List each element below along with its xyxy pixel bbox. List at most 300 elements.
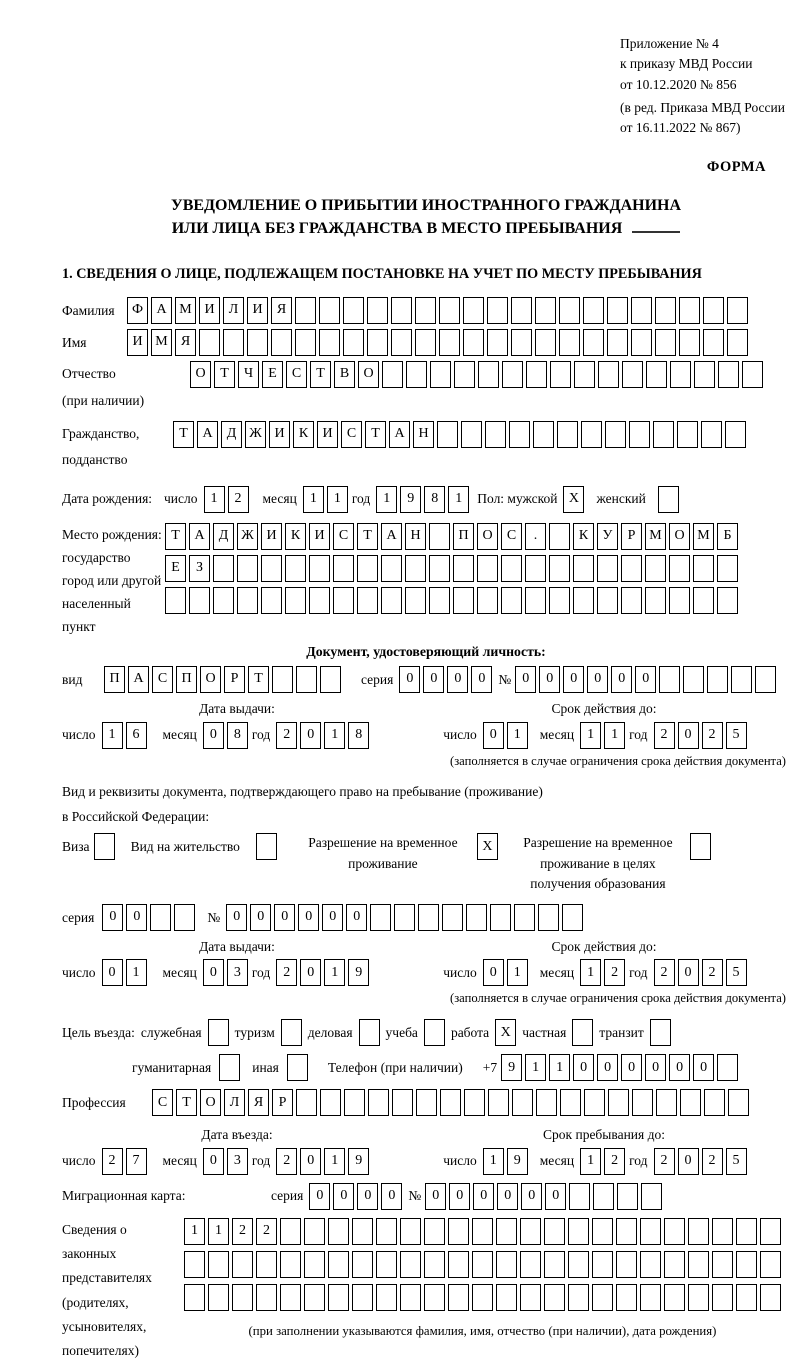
char-box[interactable]: 1 — [324, 959, 345, 986]
char-box[interactable] — [640, 1284, 661, 1311]
char-box[interactable]: 2 — [102, 1148, 123, 1175]
char-box[interactable] — [184, 1251, 205, 1278]
char-box[interactable] — [208, 1284, 229, 1311]
char-box[interactable] — [712, 1284, 733, 1311]
char-box[interactable] — [755, 666, 776, 693]
char-box[interactable] — [454, 361, 475, 388]
char-box[interactable]: 2 — [276, 959, 297, 986]
char-box[interactable]: Ж — [245, 421, 266, 448]
purpose-tourism-checkbox[interactable] — [281, 1019, 302, 1046]
char-box[interactable] — [472, 1284, 493, 1311]
char-box[interactable] — [304, 1284, 325, 1311]
char-box[interactable] — [415, 329, 436, 356]
char-box[interactable] — [439, 329, 460, 356]
char-box[interactable] — [616, 1284, 637, 1311]
char-box[interactable]: 0 — [102, 959, 123, 986]
char-box[interactable] — [608, 1089, 629, 1116]
char-box[interactable]: К — [293, 421, 314, 448]
char-box[interactable]: 0 — [539, 666, 560, 693]
char-box[interactable]: 0 — [635, 666, 656, 693]
char-box[interactable]: М — [645, 523, 666, 550]
char-box[interactable]: 0 — [573, 1054, 594, 1081]
char-box[interactable]: 0 — [346, 904, 367, 931]
char-box[interactable] — [189, 587, 210, 614]
char-box[interactable]: 0 — [300, 959, 321, 986]
char-box[interactable]: 1 — [327, 486, 348, 513]
char-box[interactable] — [605, 421, 626, 448]
char-box[interactable]: С — [501, 523, 522, 550]
char-box[interactable]: П — [104, 666, 125, 693]
char-box[interactable] — [405, 587, 426, 614]
char-box[interactable]: 0 — [515, 666, 536, 693]
char-box[interactable] — [511, 297, 532, 324]
char-box[interactable]: 2 — [276, 722, 297, 749]
char-box[interactable]: Т — [173, 421, 194, 448]
char-box[interactable]: И — [269, 421, 290, 448]
char-box[interactable]: 1 — [483, 1148, 504, 1175]
char-box[interactable] — [679, 297, 700, 324]
char-box[interactable] — [453, 587, 474, 614]
char-box[interactable] — [376, 1284, 397, 1311]
char-box[interactable]: 9 — [400, 486, 421, 513]
char-box[interactable] — [280, 1284, 301, 1311]
char-box[interactable] — [593, 1183, 614, 1210]
char-box[interactable] — [622, 361, 643, 388]
char-box[interactable] — [621, 555, 642, 582]
char-box[interactable]: 0 — [102, 904, 123, 931]
char-box[interactable] — [295, 297, 316, 324]
char-box[interactable] — [391, 297, 412, 324]
char-box[interactable] — [640, 1218, 661, 1245]
char-box[interactable]: 0 — [333, 1183, 354, 1210]
char-box[interactable]: А — [128, 666, 149, 693]
char-box[interactable]: 2 — [276, 1148, 297, 1175]
char-box[interactable] — [511, 329, 532, 356]
char-box[interactable]: 5 — [726, 722, 747, 749]
char-box[interactable]: 1 — [303, 486, 324, 513]
char-box[interactable] — [448, 1251, 469, 1278]
char-box[interactable] — [448, 1284, 469, 1311]
char-box[interactable] — [381, 587, 402, 614]
char-box[interactable]: 9 — [501, 1054, 522, 1081]
char-box[interactable]: М — [175, 297, 196, 324]
char-box[interactable] — [703, 297, 724, 324]
char-box[interactable] — [487, 329, 508, 356]
char-box[interactable] — [742, 361, 763, 388]
char-box[interactable] — [501, 587, 522, 614]
char-box[interactable]: 0 — [678, 959, 699, 986]
char-box[interactable]: А — [381, 523, 402, 550]
char-box[interactable] — [424, 1218, 445, 1245]
char-box[interactable] — [429, 523, 450, 550]
char-box[interactable]: И — [127, 329, 148, 356]
char-box[interactable]: Т — [357, 523, 378, 550]
char-box[interactable] — [550, 361, 571, 388]
char-box[interactable] — [632, 1089, 653, 1116]
char-box[interactable] — [309, 555, 330, 582]
char-box[interactable]: И — [261, 523, 282, 550]
char-box[interactable] — [568, 1218, 589, 1245]
char-box[interactable]: А — [389, 421, 410, 448]
char-box[interactable]: 0 — [645, 1054, 666, 1081]
char-box[interactable] — [232, 1284, 253, 1311]
purpose-commercial-checkbox[interactable] — [359, 1019, 380, 1046]
char-box[interactable]: С — [341, 421, 362, 448]
char-box[interactable] — [285, 587, 306, 614]
char-box[interactable]: В — [334, 361, 355, 388]
char-box[interactable] — [464, 1089, 485, 1116]
char-box[interactable] — [261, 587, 282, 614]
char-box[interactable] — [280, 1251, 301, 1278]
char-box[interactable]: 0 — [483, 959, 504, 986]
char-box[interactable] — [717, 555, 738, 582]
char-box[interactable]: 7 — [126, 1148, 147, 1175]
char-box[interactable]: 0 — [678, 1148, 699, 1175]
char-box[interactable] — [688, 1251, 709, 1278]
char-box[interactable]: 0 — [678, 722, 699, 749]
char-box[interactable] — [352, 1218, 373, 1245]
char-box[interactable] — [731, 666, 752, 693]
char-box[interactable]: 2 — [702, 722, 723, 749]
char-box[interactable]: 0 — [381, 1183, 402, 1210]
char-box[interactable] — [664, 1218, 685, 1245]
char-box[interactable] — [616, 1251, 637, 1278]
char-box[interactable]: 0 — [126, 904, 147, 931]
male-checkbox[interactable]: X — [563, 486, 584, 513]
purpose-humanitarian-checkbox[interactable] — [219, 1054, 240, 1081]
char-box[interactable]: 1 — [126, 959, 147, 986]
char-box[interactable] — [727, 329, 748, 356]
char-box[interactable] — [272, 666, 293, 693]
char-box[interactable]: Б — [717, 523, 738, 550]
char-box[interactable] — [490, 904, 511, 931]
char-box[interactable] — [357, 587, 378, 614]
temp-permit-checkbox[interactable]: X — [477, 833, 498, 860]
char-box[interactable] — [728, 1089, 749, 1116]
char-box[interactable] — [285, 555, 306, 582]
char-box[interactable] — [309, 587, 330, 614]
char-box[interactable] — [394, 904, 415, 931]
char-box[interactable] — [655, 297, 676, 324]
char-box[interactable] — [509, 421, 530, 448]
char-box[interactable] — [352, 1251, 373, 1278]
char-box[interactable] — [520, 1251, 541, 1278]
char-box[interactable]: 0 — [309, 1183, 330, 1210]
char-box[interactable] — [400, 1251, 421, 1278]
char-box[interactable] — [655, 329, 676, 356]
char-box[interactable]: Я — [175, 329, 196, 356]
char-box[interactable]: И — [199, 297, 220, 324]
char-box[interactable]: З — [189, 555, 210, 582]
char-box[interactable] — [429, 587, 450, 614]
char-box[interactable] — [199, 329, 220, 356]
char-box[interactable]: С — [152, 1089, 173, 1116]
char-box[interactable] — [232, 1251, 253, 1278]
char-box[interactable]: О — [200, 1089, 221, 1116]
char-box[interactable] — [391, 329, 412, 356]
char-box[interactable] — [525, 555, 546, 582]
char-box[interactable] — [669, 587, 690, 614]
char-box[interactable] — [549, 555, 570, 582]
char-box[interactable]: И — [247, 297, 268, 324]
char-box[interactable]: 0 — [497, 1183, 518, 1210]
char-box[interactable]: А — [189, 523, 210, 550]
char-box[interactable] — [343, 329, 364, 356]
char-box[interactable]: Ж — [237, 523, 258, 550]
char-box[interactable]: 1 — [525, 1054, 546, 1081]
char-box[interactable] — [376, 1251, 397, 1278]
char-box[interactable]: К — [285, 523, 306, 550]
char-box[interactable]: 5 — [726, 1148, 747, 1175]
char-box[interactable]: 1 — [208, 1218, 229, 1245]
char-box[interactable]: А — [197, 421, 218, 448]
char-box[interactable]: 0 — [621, 1054, 642, 1081]
char-box[interactable]: 0 — [483, 722, 504, 749]
char-box[interactable] — [496, 1218, 517, 1245]
char-box[interactable] — [328, 1284, 349, 1311]
char-box[interactable] — [333, 555, 354, 582]
char-box[interactable] — [440, 1089, 461, 1116]
char-box[interactable]: 0 — [521, 1183, 542, 1210]
char-box[interactable]: 0 — [300, 1148, 321, 1175]
char-box[interactable] — [237, 587, 258, 614]
char-box[interactable]: Н — [413, 421, 434, 448]
char-box[interactable]: И — [317, 421, 338, 448]
char-box[interactable]: С — [152, 666, 173, 693]
char-box[interactable] — [694, 361, 715, 388]
char-box[interactable] — [760, 1218, 781, 1245]
char-box[interactable]: 0 — [425, 1183, 446, 1210]
char-box[interactable] — [656, 1089, 677, 1116]
char-box[interactable] — [477, 555, 498, 582]
char-box[interactable]: 1 — [184, 1218, 205, 1245]
char-box[interactable] — [184, 1284, 205, 1311]
char-box[interactable] — [296, 1089, 317, 1116]
char-box[interactable] — [496, 1284, 517, 1311]
char-box[interactable] — [256, 1251, 277, 1278]
char-box[interactable] — [629, 421, 650, 448]
char-box[interactable]: У — [597, 523, 618, 550]
char-box[interactable] — [597, 555, 618, 582]
char-box[interactable] — [646, 361, 667, 388]
char-box[interactable] — [367, 297, 388, 324]
char-box[interactable] — [607, 329, 628, 356]
char-box[interactable] — [472, 1218, 493, 1245]
char-box[interactable] — [430, 361, 451, 388]
char-box[interactable]: 3 — [227, 959, 248, 986]
char-box[interactable] — [736, 1284, 757, 1311]
char-box[interactable] — [370, 904, 391, 931]
char-box[interactable] — [405, 555, 426, 582]
char-box[interactable] — [496, 1251, 517, 1278]
char-box[interactable] — [223, 329, 244, 356]
char-box[interactable] — [583, 297, 604, 324]
char-box[interactable]: Т — [365, 421, 386, 448]
char-box[interactable] — [271, 329, 292, 356]
char-box[interactable]: Т — [176, 1089, 197, 1116]
char-box[interactable] — [736, 1218, 757, 1245]
char-box[interactable] — [683, 666, 704, 693]
purpose-other-checkbox[interactable] — [287, 1054, 308, 1081]
char-box[interactable] — [400, 1218, 421, 1245]
char-box[interactable]: 0 — [298, 904, 319, 931]
char-box[interactable] — [616, 1218, 637, 1245]
char-box[interactable]: 0 — [693, 1054, 714, 1081]
char-box[interactable] — [631, 329, 652, 356]
char-box[interactable]: Л — [224, 1089, 245, 1116]
char-box[interactable]: Е — [165, 555, 186, 582]
char-box[interactable] — [717, 1054, 738, 1081]
char-box[interactable] — [502, 361, 523, 388]
char-box[interactable]: 1 — [580, 959, 601, 986]
char-box[interactable] — [328, 1218, 349, 1245]
char-box[interactable] — [688, 1218, 709, 1245]
char-box[interactable]: 1 — [324, 722, 345, 749]
char-box[interactable] — [559, 297, 580, 324]
char-box[interactable]: 0 — [322, 904, 343, 931]
char-box[interactable]: 2 — [654, 722, 675, 749]
char-box[interactable]: Ч — [238, 361, 259, 388]
residence-permit-checkbox[interactable] — [256, 833, 277, 860]
char-box[interactable] — [208, 1251, 229, 1278]
char-box[interactable]: 2 — [228, 486, 249, 513]
char-box[interactable]: 1 — [324, 1148, 345, 1175]
char-box[interactable]: 5 — [726, 959, 747, 986]
char-box[interactable]: Я — [248, 1089, 269, 1116]
char-box[interactable] — [319, 329, 340, 356]
visa-checkbox[interactable] — [94, 833, 115, 860]
char-box[interactable] — [568, 1251, 589, 1278]
char-box[interactable] — [703, 329, 724, 356]
char-box[interactable] — [621, 587, 642, 614]
char-box[interactable]: Т — [165, 523, 186, 550]
char-box[interactable] — [680, 1089, 701, 1116]
char-box[interactable] — [560, 1089, 581, 1116]
char-box[interactable] — [727, 297, 748, 324]
char-box[interactable]: М — [693, 523, 714, 550]
char-box[interactable] — [477, 587, 498, 614]
char-box[interactable] — [418, 904, 439, 931]
char-box[interactable] — [538, 904, 559, 931]
char-box[interactable] — [439, 297, 460, 324]
char-box[interactable]: Д — [213, 523, 234, 550]
char-box[interactable]: Т — [248, 666, 269, 693]
char-box[interactable]: 0 — [611, 666, 632, 693]
char-box[interactable]: Р — [621, 523, 642, 550]
char-box[interactable] — [352, 1284, 373, 1311]
purpose-business-checkbox[interactable] — [208, 1019, 229, 1046]
char-box[interactable]: 2 — [654, 1148, 675, 1175]
char-box[interactable] — [677, 421, 698, 448]
char-box[interactable] — [367, 329, 388, 356]
char-box[interactable] — [320, 666, 341, 693]
char-box[interactable]: С — [286, 361, 307, 388]
char-box[interactable] — [712, 1218, 733, 1245]
char-box[interactable] — [357, 555, 378, 582]
char-box[interactable] — [573, 587, 594, 614]
char-box[interactable]: 3 — [227, 1148, 248, 1175]
char-box[interactable] — [641, 1183, 662, 1210]
char-box[interactable] — [592, 1284, 613, 1311]
char-box[interactable]: Н — [405, 523, 426, 550]
char-box[interactable]: 2 — [604, 1148, 625, 1175]
char-box[interactable]: 0 — [203, 1148, 224, 1175]
char-box[interactable] — [344, 1089, 365, 1116]
char-box[interactable] — [704, 1089, 725, 1116]
char-box[interactable] — [693, 587, 714, 614]
char-box[interactable]: 0 — [203, 959, 224, 986]
char-box[interactable] — [429, 555, 450, 582]
char-box[interactable] — [328, 1251, 349, 1278]
char-box[interactable]: 1 — [204, 486, 225, 513]
char-box[interactable] — [640, 1251, 661, 1278]
char-box[interactable]: П — [453, 523, 474, 550]
char-box[interactable]: 0 — [226, 904, 247, 931]
char-box[interactable] — [247, 329, 268, 356]
char-box[interactable]: Т — [214, 361, 235, 388]
char-box[interactable] — [549, 587, 570, 614]
char-box[interactable] — [559, 329, 580, 356]
char-box[interactable] — [165, 587, 186, 614]
char-box[interactable] — [707, 666, 728, 693]
char-box[interactable]: 2 — [702, 1148, 723, 1175]
char-box[interactable] — [150, 904, 171, 931]
char-box[interactable]: 9 — [348, 959, 369, 986]
char-box[interactable] — [437, 421, 458, 448]
char-box[interactable]: К — [573, 523, 594, 550]
char-box[interactable]: М — [151, 329, 172, 356]
char-box[interactable] — [568, 1284, 589, 1311]
char-box[interactable] — [598, 361, 619, 388]
char-box[interactable] — [718, 361, 739, 388]
char-box[interactable] — [488, 1089, 509, 1116]
char-box[interactable]: Т — [310, 361, 331, 388]
char-box[interactable] — [424, 1251, 445, 1278]
char-box[interactable]: 0 — [447, 666, 468, 693]
char-box[interactable] — [725, 421, 746, 448]
char-box[interactable]: 1 — [507, 722, 528, 749]
char-box[interactable]: 8 — [348, 722, 369, 749]
female-checkbox[interactable] — [658, 486, 679, 513]
char-box[interactable] — [237, 555, 258, 582]
char-box[interactable] — [670, 361, 691, 388]
char-box[interactable] — [574, 361, 595, 388]
char-box[interactable] — [688, 1284, 709, 1311]
char-box[interactable] — [693, 555, 714, 582]
char-box[interactable]: О — [190, 361, 211, 388]
char-box[interactable] — [368, 1089, 389, 1116]
char-box[interactable]: 1 — [102, 722, 123, 749]
char-box[interactable] — [520, 1218, 541, 1245]
char-box[interactable]: 0 — [357, 1183, 378, 1210]
char-box[interactable] — [535, 329, 556, 356]
char-box[interactable]: 0 — [300, 722, 321, 749]
char-box[interactable] — [535, 297, 556, 324]
char-box[interactable] — [381, 555, 402, 582]
char-box[interactable]: Р — [224, 666, 245, 693]
char-box[interactable]: Р — [272, 1089, 293, 1116]
char-box[interactable]: И — [309, 523, 330, 550]
char-box[interactable]: 1 — [448, 486, 469, 513]
purpose-private-checkbox[interactable] — [572, 1019, 593, 1046]
char-box[interactable] — [520, 1284, 541, 1311]
char-box[interactable] — [569, 1183, 590, 1210]
char-box[interactable] — [461, 421, 482, 448]
char-box[interactable]: О — [358, 361, 379, 388]
char-box[interactable]: 8 — [227, 722, 248, 749]
char-box[interactable]: О — [477, 523, 498, 550]
char-box[interactable]: А — [151, 297, 172, 324]
